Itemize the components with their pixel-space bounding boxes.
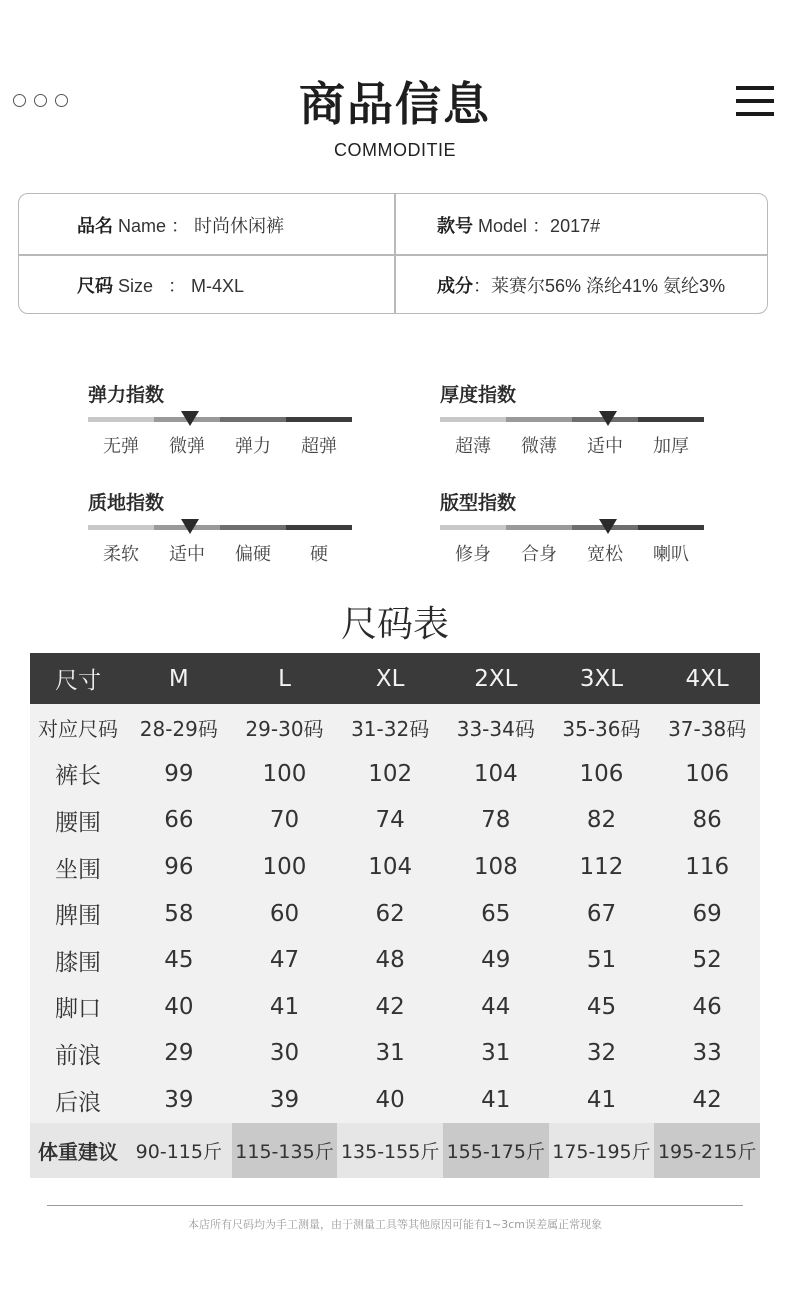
table-header-cell: 尺寸 <box>30 653 126 704</box>
index-option: 适中 <box>169 544 205 565</box>
table-cell: 坐围 <box>30 844 126 891</box>
table-cell: 106 <box>549 751 655 798</box>
index-option: 喇叭 <box>653 544 689 565</box>
table-cell: 45 <box>126 937 232 984</box>
table-cell: 29 <box>126 1030 232 1077</box>
table-cell: 65 <box>443 890 549 937</box>
table-row <box>30 890 760 937</box>
table-row <box>30 704 760 751</box>
table-cell: 62 <box>337 890 443 937</box>
table-cell: 104 <box>443 751 549 798</box>
product-info-box <box>18 193 768 314</box>
table-cell: 39 <box>126 1077 232 1124</box>
index-option: 微薄 <box>521 436 557 457</box>
table-header-cell: 3XL <box>549 653 655 704</box>
table-cell: 51 <box>549 937 655 984</box>
selected-marker-icon <box>181 411 199 426</box>
index-option: 超薄 <box>455 436 491 457</box>
table-cell: 108 <box>443 844 549 891</box>
table-cell: 32 <box>549 1030 655 1077</box>
table-row <box>30 844 760 891</box>
index-option: 加厚 <box>653 436 689 457</box>
table-cell: 44 <box>443 984 549 1031</box>
table-row <box>30 751 760 798</box>
table-cell: 195-215斤 <box>654 1123 760 1178</box>
table-cell: 28-29码 <box>126 704 232 751</box>
table-cell: 39 <box>232 1077 338 1124</box>
size-table-title: 尺码表 <box>340 604 449 645</box>
table-cell: 135-155斤 <box>337 1123 443 1178</box>
table-cell: 58 <box>126 890 232 937</box>
index-option: 硬 <box>310 544 328 565</box>
table-cell: 40 <box>337 1077 443 1124</box>
table-cell: 体重建议 <box>30 1123 126 1178</box>
table-cell: 102 <box>337 751 443 798</box>
table-cell: 对应尺码 <box>30 704 126 751</box>
table-cell: 106 <box>654 751 760 798</box>
table-cell: 31-32码 <box>337 704 443 751</box>
table-row <box>30 984 760 1031</box>
table-cell: 52 <box>654 937 760 984</box>
index-scale-bar <box>440 417 704 422</box>
table-cell: 裤长 <box>30 751 126 798</box>
table-cell: 29-30码 <box>232 704 338 751</box>
table-row <box>30 797 760 844</box>
table-cell: 155-175斤 <box>443 1123 549 1178</box>
index-scale-bar <box>440 525 704 530</box>
table-row <box>30 1030 760 1077</box>
table-cell: 35-36码 <box>549 704 655 751</box>
table-cell: 82 <box>549 797 655 844</box>
table-cell: 60 <box>232 890 338 937</box>
index-scale-bar <box>88 417 352 422</box>
table-cell: 70 <box>232 797 338 844</box>
page-subtitle: COMMODITIE <box>334 140 456 160</box>
table-cell: 前浪 <box>30 1030 126 1077</box>
product-name: 品名 Name ： 时尚休闲裤 <box>77 216 285 236</box>
table-cell: 30 <box>232 1030 338 1077</box>
table-cell: 40 <box>126 984 232 1031</box>
table-cell: 69 <box>654 890 760 937</box>
table-cell: 33 <box>654 1030 760 1077</box>
table-cell: 42 <box>337 984 443 1031</box>
table-cell: 112 <box>549 844 655 891</box>
table-header-cell: L <box>232 653 338 704</box>
selected-marker-icon <box>599 411 617 426</box>
index-option: 弹力 <box>235 436 271 457</box>
table-cell: 100 <box>232 844 338 891</box>
table-cell: 116 <box>654 844 760 891</box>
table-cell: 175-195斤 <box>549 1123 655 1178</box>
index-option: 超弹 <box>301 436 337 457</box>
index-option: 微弹 <box>169 436 205 457</box>
index-option: 无弹 <box>103 436 139 457</box>
table-cell: 104 <box>337 844 443 891</box>
table-header-cell: XL <box>337 653 443 704</box>
table-cell: 74 <box>337 797 443 844</box>
table-header-cell: M <box>126 653 232 704</box>
index-option: 适中 <box>587 436 623 457</box>
table-cell: 37-38码 <box>654 704 760 751</box>
table-cell: 115-135斤 <box>232 1123 338 1178</box>
index-label: 弹力指数 <box>88 384 165 406</box>
table-cell: 47 <box>232 937 338 984</box>
divider <box>47 1205 743 1206</box>
table-row <box>30 937 760 984</box>
index-scale-bar <box>88 525 352 530</box>
index-label: 质地指数 <box>88 492 165 514</box>
table-cell: 78 <box>443 797 549 844</box>
table-cell: 86 <box>654 797 760 844</box>
page-title: 商品信息 <box>299 77 491 131</box>
product-model: 款号 Model ：2017# <box>437 216 601 236</box>
table-row <box>30 1077 760 1124</box>
table-cell: 腰围 <box>30 797 126 844</box>
table-cell: 99 <box>126 751 232 798</box>
table-cell: 96 <box>126 844 232 891</box>
table-cell: 脾围 <box>30 890 126 937</box>
table-header-row <box>30 653 760 704</box>
table-cell: 45 <box>549 984 655 1031</box>
table-cell: 脚口 <box>30 984 126 1031</box>
index-option: 柔软 <box>103 544 139 565</box>
index-label: 厚度指数 <box>440 384 517 406</box>
table-cell: 41 <box>549 1077 655 1124</box>
table-cell: 33-34码 <box>443 704 549 751</box>
table-cell: 后浪 <box>30 1077 126 1124</box>
table-cell: 49 <box>443 937 549 984</box>
table-cell: 42 <box>654 1077 760 1124</box>
weight-recommendation-row <box>30 1123 760 1178</box>
table-cell: 66 <box>126 797 232 844</box>
table-cell: 90-115斤 <box>126 1123 232 1178</box>
table-cell: 48 <box>337 937 443 984</box>
size-table <box>30 653 760 1178</box>
table-header-cell: 4XL <box>654 653 760 704</box>
table-header-cell: 2XL <box>443 653 549 704</box>
table-cell: 31 <box>443 1030 549 1077</box>
footer-note: 本店所有尺码均为手工测量，由于测量工具等其他原因可能有1~3cm误差属正常现象 <box>188 1218 602 1231</box>
index-option: 偏硬 <box>235 544 271 565</box>
selected-marker-icon <box>181 519 199 534</box>
table-cell: 膝围 <box>30 937 126 984</box>
table-cell: 41 <box>232 984 338 1031</box>
table-cell: 46 <box>654 984 760 1031</box>
table-cell: 67 <box>549 890 655 937</box>
table-cell: 100 <box>232 751 338 798</box>
table-cell: 31 <box>337 1030 443 1077</box>
selected-marker-icon <box>599 519 617 534</box>
index-option: 修身 <box>455 544 491 565</box>
index-option: 合身 <box>521 544 557 565</box>
product-size: 尺码 Size ： M-4XL <box>77 276 245 296</box>
table-cell: 41 <box>443 1077 549 1124</box>
index-option: 宽松 <box>587 544 623 565</box>
index-label: 版型指数 <box>440 492 517 514</box>
product-material: 成分：莱赛尔56% 涤纶41% 氨纶3% <box>437 276 726 296</box>
